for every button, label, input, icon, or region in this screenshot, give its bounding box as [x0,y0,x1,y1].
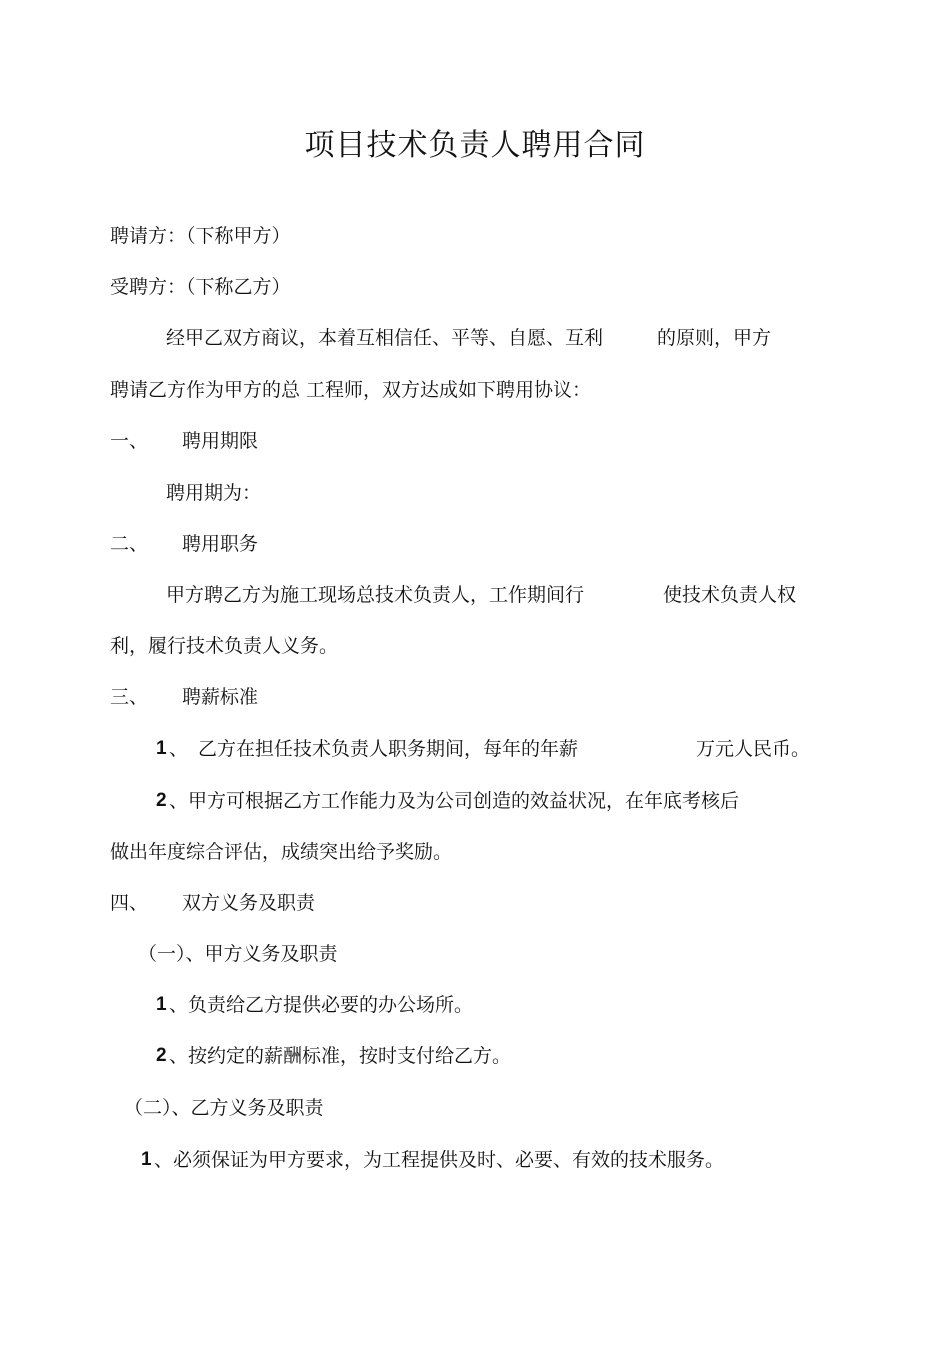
section-2-line-1a: 甲方聘乙方为施工现场总技术负责人，工作期间行 [166,584,585,606]
section-2-line-2: 利，履行技术负责人义务。 [110,635,339,657]
section-3-item-2-line-2: 做出年度综合评估，成绩突出给予奖励。 [110,841,453,863]
section-3-item-1-separator: 、 [169,738,189,760]
section-2-line-1b: 使技术负责人权 [663,584,797,606]
section-4-sub-2-title: （二）、乙方义务及职责 [124,1097,324,1119]
section-4-sub-2-item-1-number: 1 [141,1149,152,1170]
section-4-sub-1-item-1-number: 1 [156,994,167,1015]
section-4-sub-1-item-2-number: 2 [156,1045,167,1066]
section-3-item-1-text-a: 乙方在担任技术负责人职务期间，每年的年薪 [198,738,579,760]
section-4-sub-1-item-2-text: 、按约定的薪酬标准，按时支付给乙方。 [169,1045,512,1067]
section-4-sub-1-title: （一）、甲方义务及职责 [138,943,338,965]
section-2-number: 二、 [110,533,149,555]
section-3-title: 聘薪标准 [182,686,259,708]
section-4-number: 四、 [110,892,149,914]
section-3-item-1-text-b: 万元人民币。 [696,738,811,760]
section-3-item-1-number: 1 [156,738,167,759]
section-1-title: 聘用期限 [182,430,259,452]
section-1-body: 聘用期为： [166,482,262,504]
section-4-title: 双方义务及职责 [182,892,316,914]
section-3-item-2-number: 2 [156,790,167,811]
intro-line-1a: 经甲乙双方商议，本着互相信任、平等、自愿、互利 [166,327,604,349]
section-2-title: 聘用职务 [182,533,259,555]
intro-line-2: 聘请乙方作为甲方的总 工程师，双方达成如下聘用协议： [110,379,592,401]
section-4-sub-2-item-1-text: 、必须保证为甲方要求，为工程提供及时、必要、有效的技术服务。 [154,1149,725,1171]
section-4-sub-1-item-1-text: 、负责给乙方提供必要的办公场所。 [169,994,474,1016]
section-3-item-2-text: 、甲方可根据乙方工作能力及为公司创造的效益状况，在年底考核后 [169,790,740,812]
section-1-number: 一、 [110,430,149,452]
employer-line: 聘请方：（下称甲方） [110,225,291,247]
document-title: 项目技术负责人聘用合同 [304,128,646,163]
section-3-number: 三、 [110,686,149,708]
employee-line: 受聘方：（下称乙方） [110,276,291,298]
intro-line-1b: 的原则，甲方 [657,327,772,349]
